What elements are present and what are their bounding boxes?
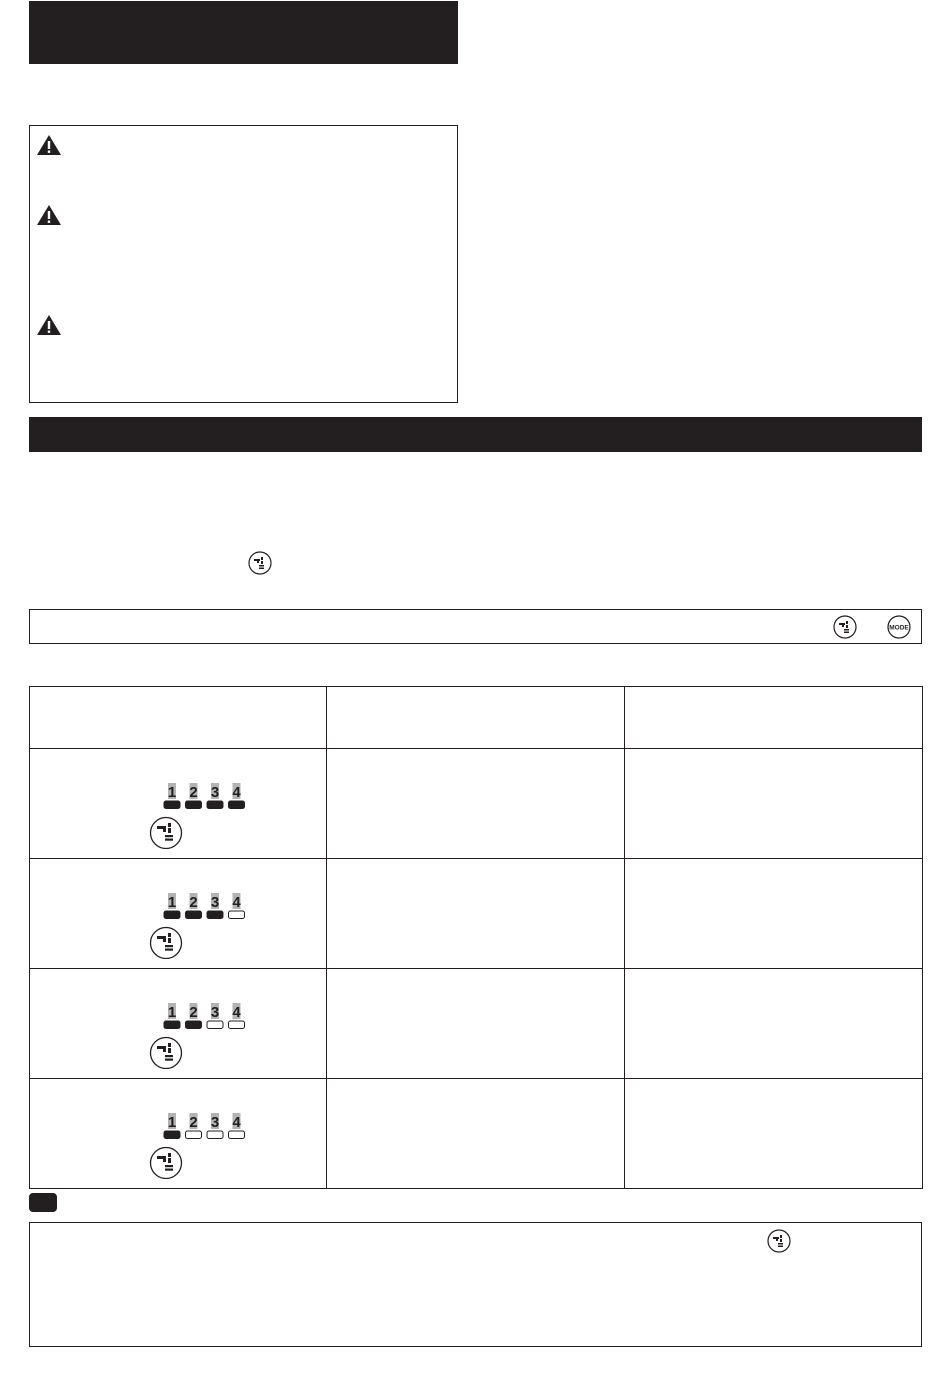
impact-force-button-icon (248, 551, 272, 575)
warning-triangle-icon (36, 204, 62, 226)
indicator-lamp-off (186, 1131, 202, 1139)
indicator-lamp-off (207, 1131, 223, 1139)
indicator-graphic (138, 1003, 258, 1069)
indicator-cell (30, 969, 327, 1079)
indicator-lamp-on (164, 1021, 180, 1029)
indicator-number: 2 (189, 1004, 198, 1021)
impact-force-indicator (138, 893, 258, 959)
indicator-number: 1 (167, 784, 177, 801)
impact-force-button-icon (151, 1038, 182, 1069)
impact-force-button-icon (767, 1229, 791, 1253)
indicator-lamp-on (186, 1021, 202, 1029)
table-cell (625, 969, 923, 1079)
indicator-number: 4 (232, 894, 241, 911)
impact-force-indicator (138, 783, 258, 849)
indicator-number: 2 (189, 1114, 198, 1131)
table-cell (625, 1079, 923, 1189)
table-header-row (30, 687, 923, 749)
table-cell (327, 969, 625, 1079)
indicator-number: 3 (210, 894, 220, 911)
indicator-number: 3 (210, 1114, 220, 1131)
indicator-number: 4 (232, 1004, 241, 1021)
indicator-cell (30, 1079, 327, 1189)
table-cell (327, 859, 625, 969)
mode-label: MODE (889, 624, 909, 632)
mode-button-icon (887, 615, 911, 639)
table-cell (327, 749, 625, 859)
indicator-cell (30, 859, 327, 969)
indicator-graphic (138, 893, 258, 959)
impact-force-indicator (138, 1113, 258, 1179)
indicator-number: 2 (189, 784, 198, 801)
indicator-number: 3 (210, 784, 220, 801)
impact-force-button-icon (151, 1148, 182, 1179)
note-box (29, 609, 922, 644)
indicator-lamp-on (164, 1131, 180, 1139)
indicator-number: 1 (167, 894, 177, 911)
indicator-lamp-on (186, 911, 202, 919)
indicator-number: 4 (232, 1114, 241, 1131)
table-row (30, 969, 923, 1079)
indicator-number: 3 (210, 1004, 220, 1021)
warning-box (29, 125, 458, 403)
indicator-lamp-on (164, 801, 180, 809)
indicator-lamp-off (229, 1131, 245, 1139)
warning-triangle-icon (36, 314, 62, 336)
section-title-bar (29, 1, 458, 64)
table-row (30, 1079, 923, 1189)
indicator-number: 1 (167, 1004, 177, 1021)
indicator-graphic (138, 783, 258, 849)
table-header-cell (30, 687, 327, 749)
impact-force-button-icon (151, 928, 182, 959)
indicator-lamp-off (229, 911, 245, 919)
indicator-number: 1 (167, 1114, 177, 1131)
indicator-lamp-off (207, 1021, 223, 1029)
indicator-number: 4 (232, 784, 241, 801)
impact-force-table (29, 686, 923, 1189)
warning-triangle-icon (36, 134, 62, 156)
table-cell (625, 859, 923, 969)
indicator-lamp-on (207, 911, 223, 919)
section-header-bar (29, 417, 922, 452)
indicator-lamp-off (229, 1021, 245, 1029)
table-row (30, 859, 923, 969)
note-tag (29, 1193, 57, 1212)
table-header-cell (327, 687, 625, 749)
table-cell (327, 1079, 625, 1189)
table-row (30, 749, 923, 859)
impact-force-button-icon (833, 615, 857, 639)
indicator-number: 2 (189, 894, 198, 911)
impact-force-indicator (138, 1003, 258, 1069)
table-cell (625, 749, 923, 859)
impact-force-button-icon (151, 818, 182, 849)
note-text-box (29, 1222, 922, 1347)
indicator-cell (30, 749, 327, 859)
indicator-graphic (138, 1113, 258, 1179)
indicator-lamp-on (186, 801, 202, 809)
indicator-lamp-on (164, 911, 180, 919)
indicator-lamp-on (207, 801, 223, 809)
indicator-lamp-on (229, 801, 245, 809)
table-header-cell (625, 687, 923, 749)
